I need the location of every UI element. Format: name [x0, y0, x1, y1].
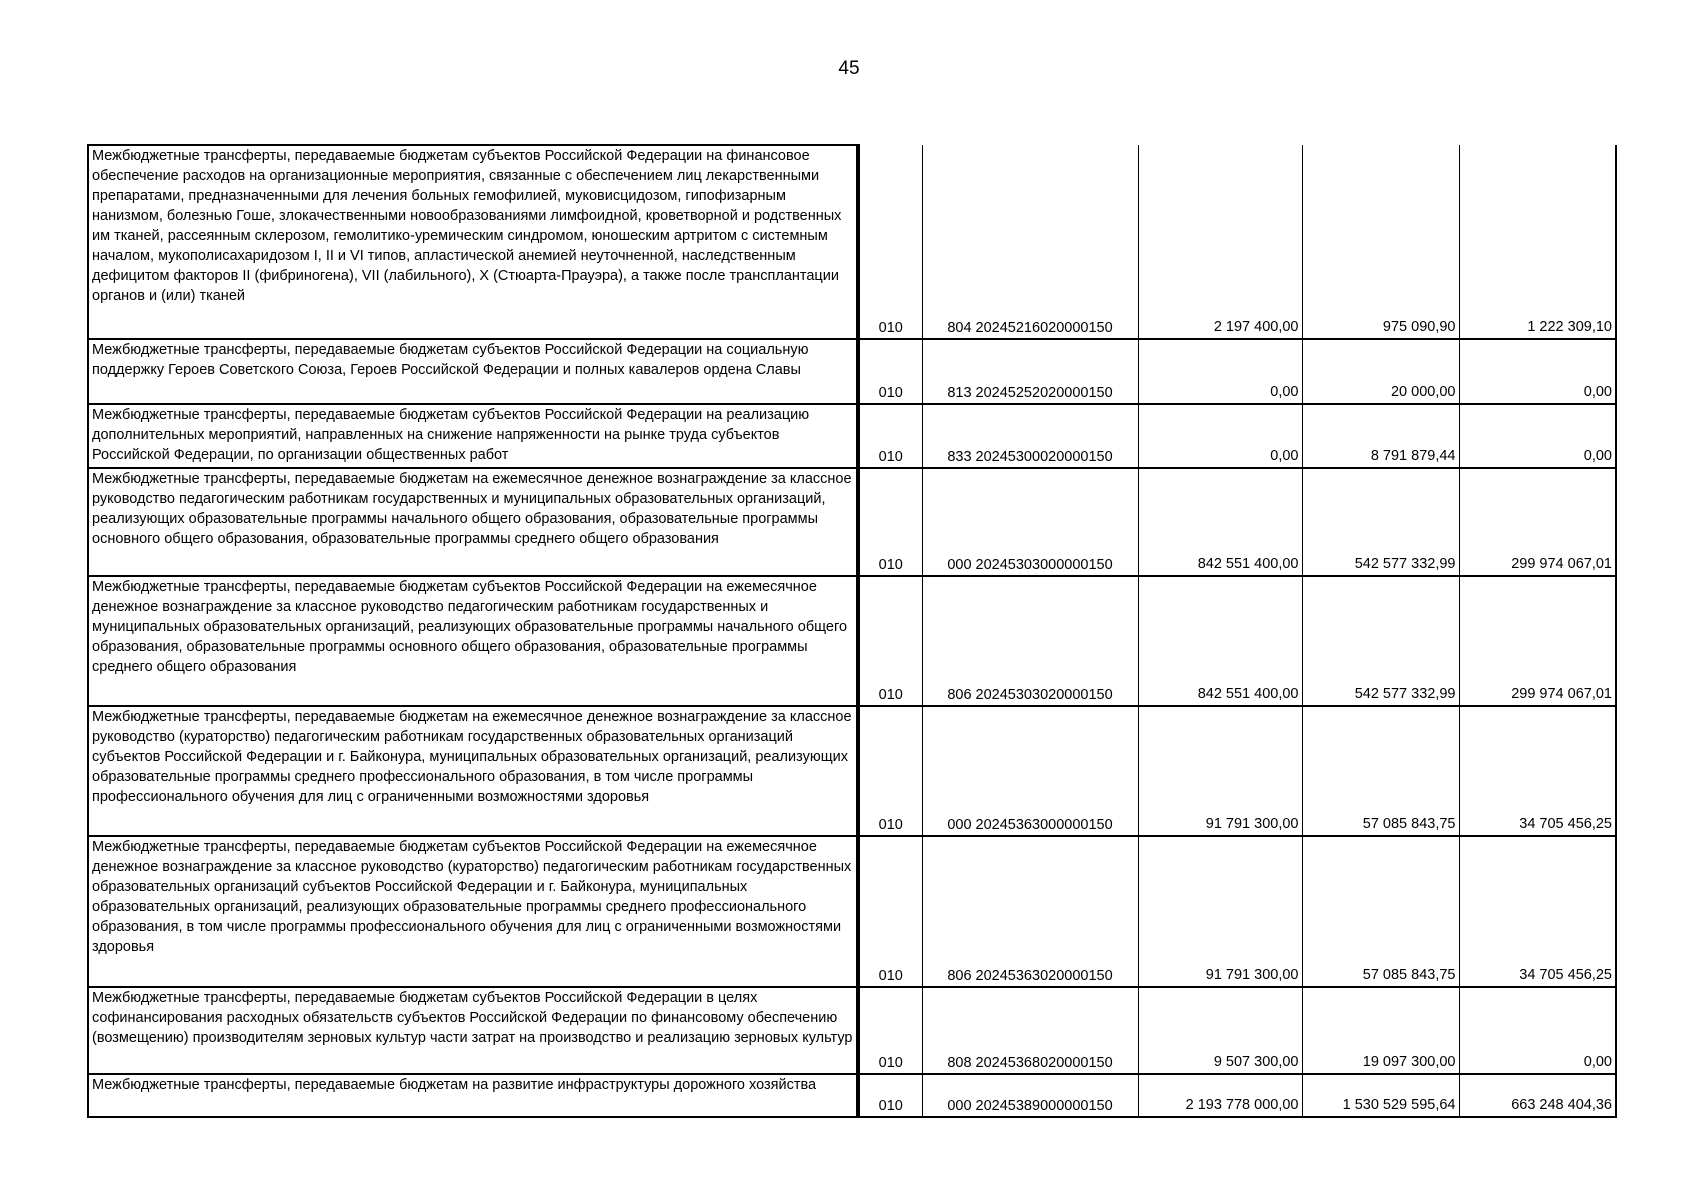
budget-table — [87, 144, 1617, 1118]
row-description: Межбюджетные трансферты, передаваемые бюджетам субъектов Российской Федерации на реализацию дополнительных мероприятий, направленных на снижение напряженности на рынке труда субъектов Российской Федерации, по организации общественных работ — [88, 404, 858, 468]
row-description: Межбюджетные трансферты, передаваемые бюджетам субъектов Российской Федерации в целях софинансирования расходных обязательств субъектов Российской Федерации по финансовому обеспечению (возмещению) производителям зерновых культур части затрат на производство и реализацию зерновых культур — [88, 987, 858, 1074]
table-row — [88, 145, 1616, 339]
row-value-executed: 975 090,90 — [1302, 145, 1459, 339]
row-value-approved: 91 791 300,00 — [1138, 706, 1302, 836]
row-value-approved: 0,00 — [1138, 404, 1302, 468]
table-row — [88, 987, 1616, 1074]
row-value-executed: 542 577 332,99 — [1302, 576, 1459, 706]
row-code-section: 010 — [858, 987, 922, 1074]
row-code-section: 010 — [858, 1074, 922, 1117]
row-budget-code: 813 20245252020000150 — [922, 339, 1138, 404]
row-description: Межбюджетные трансферты, передаваемые бюджетам субъектов Российской Федерации на ежемесячное денежное вознаграждение за классное руководство (кураторство) педагогическим работникам государственных образовательных организаций субъектов Российской Федерации и г. Байконура, муниципальных образовательных организаций, реализующих образовательные программы среднего профессионального образования, в том числе программы профессионального обучения для лиц с ограниченными возможностями здоровья — [88, 836, 858, 987]
row-value-executed: 20 000,00 — [1302, 339, 1459, 404]
row-value-remaining: 1 222 309,10 — [1459, 145, 1616, 339]
row-code-section: 010 — [858, 145, 922, 339]
row-value-executed: 542 577 332,99 — [1302, 468, 1459, 576]
row-description: Межбюджетные трансферты, передаваемые бюджетам на развитие инфраструктуры дорожного хозяйства — [88, 1074, 858, 1117]
row-value-remaining: 299 974 067,01 — [1459, 468, 1616, 576]
row-description: Межбюджетные трансферты, передаваемые бюджетам субъектов Российской Федерации на ежемесячное денежное вознаграждение за классное руководство педагогическим работникам государственных и муниципальных образовательных организаций, реализующих образовательные программы начального общего образования, образовательные программы основного общего образования, образовательные программы среднего общего образования — [88, 576, 858, 706]
row-budget-code: 804 20245216020000150 — [922, 145, 1138, 339]
table-row — [88, 576, 1616, 706]
row-code-section: 010 — [858, 836, 922, 987]
row-value-executed: 8 791 879,44 — [1302, 404, 1459, 468]
row-value-executed: 57 085 843,75 — [1302, 706, 1459, 836]
table-row — [88, 404, 1616, 468]
table-row — [88, 468, 1616, 576]
row-value-executed: 1 530 529 595,64 — [1302, 1074, 1459, 1117]
row-code-section: 010 — [858, 468, 922, 576]
row-value-approved: 2 193 778 000,00 — [1138, 1074, 1302, 1117]
row-value-remaining: 34 705 456,25 — [1459, 836, 1616, 987]
row-code-section: 010 — [858, 576, 922, 706]
row-description: Межбюджетные трансферты, передаваемые бюджетам на ежемесячное денежное вознаграждение за классное руководство (кураторство) педагогическим работникам государственных образовательных организаций субъектов Российской Федерации и г. Байконура, муниципальных образовательных организаций, реализующих образовательные программы среднего профессионального образования, в том числе программы профессионального обучения для лиц с ограниченными возможностями здоровья — [88, 706, 858, 836]
table-row — [88, 706, 1616, 836]
row-value-approved: 0,00 — [1138, 339, 1302, 404]
row-value-remaining: 299 974 067,01 — [1459, 576, 1616, 706]
table-row — [88, 339, 1616, 404]
row-budget-code: 833 20245300020000150 — [922, 404, 1138, 468]
row-description: Межбюджетные трансферты, передаваемые бюджетам на ежемесячное денежное вознаграждение за классное руководство педагогическим работникам государственных и муниципальных образовательных организаций, реализующих образовательные программы начального общего образования, образовательные программы основного общего образования, образовательные программы среднего общего образования — [88, 468, 858, 576]
row-budget-code: 806 20245363020000150 — [922, 836, 1138, 987]
row-value-remaining: 663 248 404,36 — [1459, 1074, 1616, 1117]
row-value-remaining: 0,00 — [1459, 339, 1616, 404]
row-value-approved: 9 507 300,00 — [1138, 987, 1302, 1074]
row-code-section: 010 — [858, 706, 922, 836]
row-budget-code: 000 20245363000000150 — [922, 706, 1138, 836]
page-number: 45 — [838, 58, 860, 79]
row-budget-code: 000 20245389000000150 — [922, 1074, 1138, 1117]
row-code-section: 010 — [858, 404, 922, 468]
row-budget-code: 000 20245303000000150 — [922, 468, 1138, 576]
row-value-executed: 19 097 300,00 — [1302, 987, 1459, 1074]
row-description: Межбюджетные трансферты, передаваемые бюджетам субъектов Российской Федерации на финансовое обеспечение расходов на организационные мероприятия, связанные с обеспечением лиц лекарственными препаратами, предназначенными для лечения больных гемофилией, муковисцидозом, гипофизарным нанизмом, болезнью Гоше, злокачественными новообразованиями лимфоидной, кроветворной и родственных им тканей, рассеянным склерозом, гемолитико-уремическим синдромом, юношеским артритом с системным началом, мукополисахаридозом I, II и VI типов, апластической анемией неуточненной, наследственным дефицитом факторов II (фибриногена), VII (лабильного), X (Стюарта-Прауэра), а также после трансплантации органов и (или) тканей — [88, 145, 858, 339]
row-budget-code: 808 20245368020000150 — [922, 987, 1138, 1074]
row-description: Межбюджетные трансферты, передаваемые бюджетам субъектов Российской Федерации на социальную поддержку Героев Советского Союза, Героев Российской Федерации и полных кавалеров ордена Славы — [88, 339, 858, 404]
row-code-section: 010 — [858, 339, 922, 404]
row-value-approved: 842 551 400,00 — [1138, 468, 1302, 576]
row-value-approved: 2 197 400,00 — [1138, 145, 1302, 339]
table-row — [88, 1074, 1616, 1117]
row-value-executed: 57 085 843,75 — [1302, 836, 1459, 987]
row-value-remaining: 0,00 — [1459, 404, 1616, 468]
row-value-remaining: 34 705 456,25 — [1459, 706, 1616, 836]
row-value-approved: 91 791 300,00 — [1138, 836, 1302, 987]
row-value-approved: 842 551 400,00 — [1138, 576, 1302, 706]
table-row — [88, 836, 1616, 987]
row-value-remaining: 0,00 — [1459, 987, 1616, 1074]
row-budget-code: 806 20245303020000150 — [922, 576, 1138, 706]
